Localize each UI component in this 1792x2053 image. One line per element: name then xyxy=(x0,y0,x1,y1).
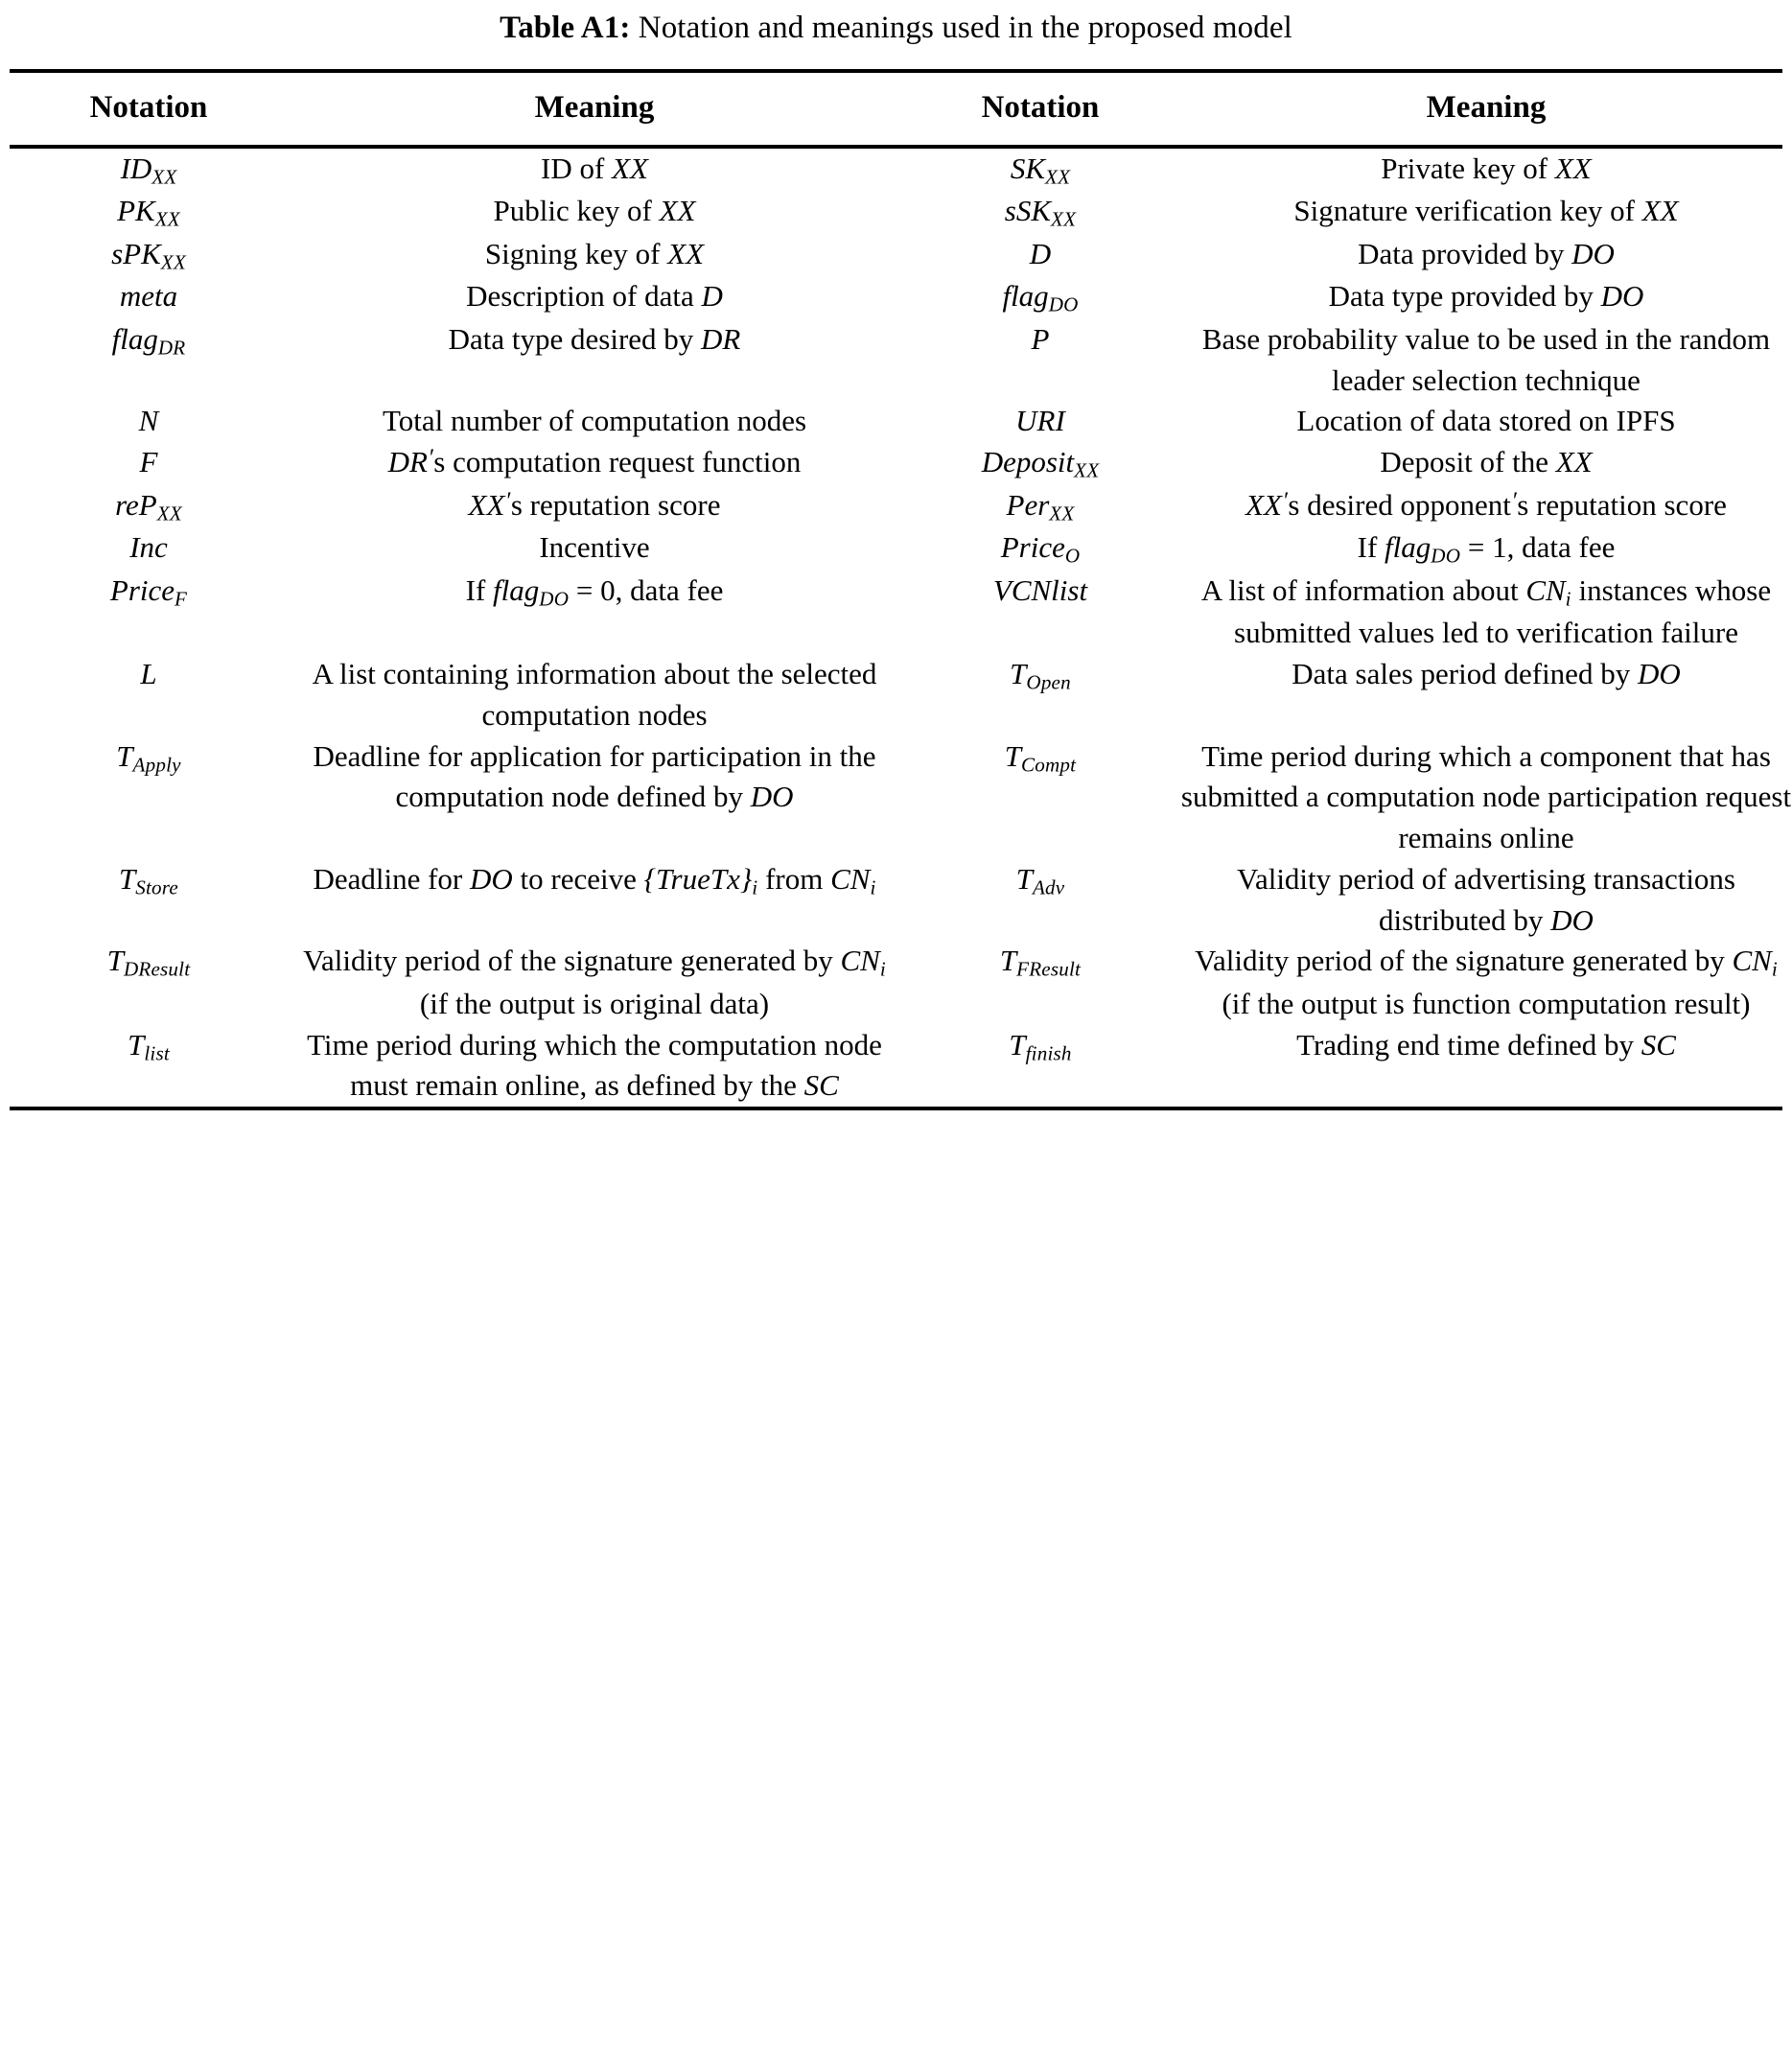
meaning-cell-left: ID of XX xyxy=(541,151,648,185)
table-row xyxy=(10,527,1792,571)
table-row xyxy=(10,234,1792,277)
notation-cell-right: $T_{Adv}$ xyxy=(1015,861,1065,899)
meaning-cell-right: XX′s desired opponent′s reputation score xyxy=(1245,487,1727,522)
table-row xyxy=(10,191,1792,234)
meaning-cell-left: Description of data D xyxy=(466,279,723,314)
notation-cell-left: Inc xyxy=(129,530,168,565)
meaning-cell-left: Validity period of the signature generated by $CN_i$ (if the output is original data) xyxy=(303,944,886,1020)
meaning-cell-left: Time period during which the computation node must remain online, as defined by the SC xyxy=(307,1027,882,1103)
table-row xyxy=(10,654,1792,736)
notation-cell-left: meta xyxy=(119,279,178,314)
meaning-cell-right: If flag$_{DO}$ = 1, data fee xyxy=(1357,530,1616,568)
notation-cell-right: flag$_{DO}$ xyxy=(1002,279,1079,316)
notation-cell-right: sSK$_{XX}$ xyxy=(1004,194,1077,231)
meaning-cell-left: XX′s reputation score xyxy=(468,487,721,522)
table-header xyxy=(10,73,1792,145)
notation-table-body xyxy=(10,149,1792,1108)
meaning-cell-left: Signing key of XX xyxy=(484,236,705,270)
meaning-cell-right: Validity period of advertising transactions distributed by DO xyxy=(1237,861,1735,937)
meaning-cell-right: Private key of XX xyxy=(1381,151,1592,185)
meaning-cell-right: Time period during which a component that has submitted a computation node participation request remains online xyxy=(1180,738,1792,855)
meaning-cell-left: Public key of XX xyxy=(493,194,696,228)
meaning-cell-left: Data type desired by DR xyxy=(448,321,741,356)
notation-cell-right: Price$_O$ xyxy=(1000,530,1081,568)
table-row xyxy=(10,485,1792,528)
notation-cell-left: sPK$_{XX}$ xyxy=(111,236,186,274)
meaning-cell-right: Location of data stored on IPFS xyxy=(1296,404,1676,438)
notation-cell-left: $T_{DResult}$ xyxy=(106,944,191,981)
table-row xyxy=(10,276,1792,319)
table-row xyxy=(10,736,1792,859)
table-row xyxy=(10,941,1792,1024)
notation-cell-right: VCNlist xyxy=(992,572,1088,607)
notation-cell-right: $T_{finish}$ xyxy=(1009,1027,1072,1065)
meaning-cell-left: Deadline for DO to receive $\{TrueTx\}_i$ from $CN_i$ xyxy=(313,861,876,899)
meaning-cell-left: DR′s computation request function xyxy=(387,445,802,479)
notation-cell-right: Per$_{XX}$ xyxy=(1006,487,1075,525)
notation-cell-right: P xyxy=(1031,321,1050,356)
table-row xyxy=(10,401,1792,442)
notation-cell-left: flag$_{DR}$ xyxy=(111,321,186,360)
header-row xyxy=(10,73,1792,145)
meaning-cell-left: A list containing information about the selected computation nodes xyxy=(312,657,877,732)
notation-cell-right: URI xyxy=(1015,404,1065,438)
column-header-notation-right: Notation xyxy=(981,89,1100,125)
meaning-cell-right: Base probability value to be used in the random leader selection technique xyxy=(1201,321,1771,397)
meaning-cell-right: Trading end time defined by SC xyxy=(1296,1027,1676,1061)
meaning-cell-left: Deadline for application for participation in the computation node defined by DO xyxy=(313,738,876,814)
notation-cell-left: $PK_{XX}$ xyxy=(117,194,180,231)
column-header-notation-left: Notation xyxy=(89,89,208,125)
meaning-cell-right: Data provided by DO xyxy=(1358,236,1615,270)
notation-cell-right: $T_{Compt}$ xyxy=(1004,738,1077,777)
notation-cell-left: $T_{Store}$ xyxy=(119,861,178,899)
column-header-meaning-right: Meaning xyxy=(1426,89,1547,125)
table-row xyxy=(10,442,1792,485)
notation-cell-right: $T_{Open}$ xyxy=(1010,657,1071,694)
meaning-cell-right: Signature verification key of XX xyxy=(1293,194,1679,228)
meaning-cell-right: Data type provided by DO xyxy=(1328,279,1644,314)
notation-cell-left: Price$_F$ xyxy=(109,572,188,611)
table-caption xyxy=(0,0,1792,48)
table-row xyxy=(10,571,1792,654)
notation-cell-right: Deposit$_{XX}$ xyxy=(981,445,1100,482)
notation-cell-left: $T_{Apply}$ xyxy=(116,738,181,777)
notation-cell-right: D xyxy=(1029,236,1052,270)
notation-cell-left: $ID_{XX}$ xyxy=(120,151,177,189)
table-row xyxy=(10,859,1792,942)
meaning-cell-left: Total number of computation nodes xyxy=(382,404,807,438)
meaning-cell-left: If flag$_{DO}$ = 0, data fee xyxy=(465,572,724,611)
table-row xyxy=(10,149,1792,192)
meaning-cell-right: Deposit of the XX xyxy=(1380,445,1593,479)
notation-cell-right: $T_{FResult}$ xyxy=(999,944,1082,981)
notation-cell-right: $SK_{XX}$ xyxy=(1010,151,1071,189)
notation-cell-left: F xyxy=(139,445,158,479)
table-row xyxy=(10,319,1792,402)
notation-cell-left: $T_{list}$ xyxy=(128,1027,170,1065)
notation-table xyxy=(10,73,1792,145)
notation-cell-left: N xyxy=(138,404,159,438)
table-row xyxy=(10,1025,1792,1108)
meaning-cell-right: Data sales period defined by DO xyxy=(1292,657,1681,691)
meaning-cell-right: Validity period of the signature generated by $CN_i$ (if the output is function computation result) xyxy=(1195,944,1778,1020)
table-body xyxy=(10,149,1792,1108)
notation-cell-left: L xyxy=(140,657,157,691)
table-bottom-rule xyxy=(10,1107,1782,1110)
caption-label: Table A1: xyxy=(500,11,631,45)
meaning-cell-left: Incentive xyxy=(539,530,650,565)
column-header-meaning-left: Meaning xyxy=(534,89,655,125)
notation-cell-left: reP$_{XX}$ xyxy=(115,487,182,525)
caption-text: Notation and meanings used in the proposed model xyxy=(630,11,1292,45)
meaning-cell-right: A list of information about $CN_i$ instances whose submitted values led to verification failure xyxy=(1200,572,1772,650)
